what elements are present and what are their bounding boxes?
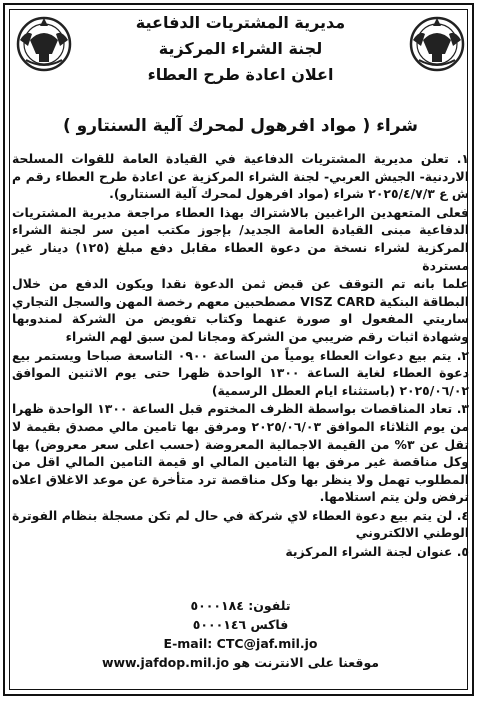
website-row bbox=[100, 653, 381, 672]
contact-block bbox=[100, 596, 381, 672]
ad-body bbox=[12, 150, 469, 562]
email-label: E-mail: bbox=[163, 636, 213, 651]
paragraph-1: ١. تعلن مديرية المشتريات الدفاعية في القيادة العامة للقوات المسلحة الاردنية- الجيش العربي- لجنة الشراء المركزية عن اعادة طرح العطاء رقم م ش ع ٢٠٢٥/٤/٧/٣ شراء (مواد افرهول لمحرك آلية السنتارو). bbox=[12, 151, 469, 202]
paragraph-6: ٤. لن يتم بيع دعوة العطاء لاي شركة في حال لم تكن مسجلة بنظام الفوترة الوطني الالكتروني bbox=[12, 507, 469, 541]
directorate-title: مديرية المشتريات الدفاعية bbox=[135, 13, 346, 32]
paragraph-3: علما بانه تم التوقف عن قبض ثمن الدعوة نقدا ويكون الدفع من خلال البطاقة البنكية VISZ CARD مصطحبين معهم رخصة المهن والسجل التجاري ساريتي المفعول او صورة عنهما وكتاب تفويض من الشركة لمندوبها وشهادة اثبات رقم ضريبي من الشركة ومجانا لمن سبق لهم الشراء bbox=[12, 276, 469, 344]
phone-number: ٥٠٠٠١٨٤ bbox=[190, 598, 244, 613]
phone-row bbox=[100, 596, 381, 615]
jaf-emblem-icon bbox=[12, 10, 76, 74]
announcement-title: اعلان اعادة طرح العطاء bbox=[147, 65, 334, 84]
jaf-emblem-icon bbox=[405, 10, 469, 74]
email-address: CTC@jaf.mil.jo bbox=[216, 636, 318, 651]
website-label: موقعنا على الانترنت هو bbox=[233, 655, 380, 670]
fax-number: ٥٠٠٠١٤٦ bbox=[192, 617, 247, 632]
paragraph-7: ٥. عنوان لجنة الشراء المركزية bbox=[285, 544, 469, 560]
ad-header bbox=[80, 10, 401, 88]
tender-subject: شراء ( مواد افرهول لمحرك آلية السنتارو ) bbox=[62, 116, 419, 136]
fax-row bbox=[100, 615, 381, 634]
paragraph-2: فعلى المتعهدين الراغبين بالاشتراك بهذا العطاء مراجعة مديرية المشتريات الدفاعية مبنى القيادة العامة الجديد/ بإجوز مكتب امين سر لجنة الشراء المركزية لشراء نسخة من دعوة العطاء مقابل دفع مبلغ (١٢٥) دينار غير مستردة bbox=[12, 204, 469, 273]
committee-title: لجنة الشراء المركزية bbox=[158, 39, 323, 58]
email-row bbox=[100, 634, 381, 653]
paragraph-5: ٣. تعاد المناقصات بواسطة الظرف المختوم قبل الساعة ١٣٠٠ الواحدة ظهرا من يوم الثلاثاء الموافق ٢٠٢٥/٠٦/٠٣ ومرفق بها تامين مالي مصدق بقيمة لا تقل عن ٣% من القيمة الاجمالية المعروضة (حسب اعلى سعر معروض) بها وكل مناقصة غير مرفق بها التامين المالي او قيمة التامين المالي اقل من المطلوب تهمل ولا ينظر بها وكل مناقصة ترد متأخرة عن موعد الاغلاق اعلاه ترفض ولن يتم استلامها. bbox=[12, 401, 470, 505]
website-url: www.jafdop.mil.jo bbox=[101, 655, 230, 670]
fax-label: فاكس bbox=[250, 617, 289, 632]
phone-label: تلفون: bbox=[248, 598, 291, 613]
paragraph-4: ٢. يتم بيع دعوات العطاء يومياً من الساعة ٠٩٠٠ التاسعة صباحا ويستمر بيع دعوة العطاء لغاية الساعة ١٣٠٠ الواحدة ظهرا حتى يوم الاثنين الموافق ٢٠٢٥/٠٦/٠٢ (باستثناء ايام العطل الرسمية) bbox=[12, 347, 470, 398]
